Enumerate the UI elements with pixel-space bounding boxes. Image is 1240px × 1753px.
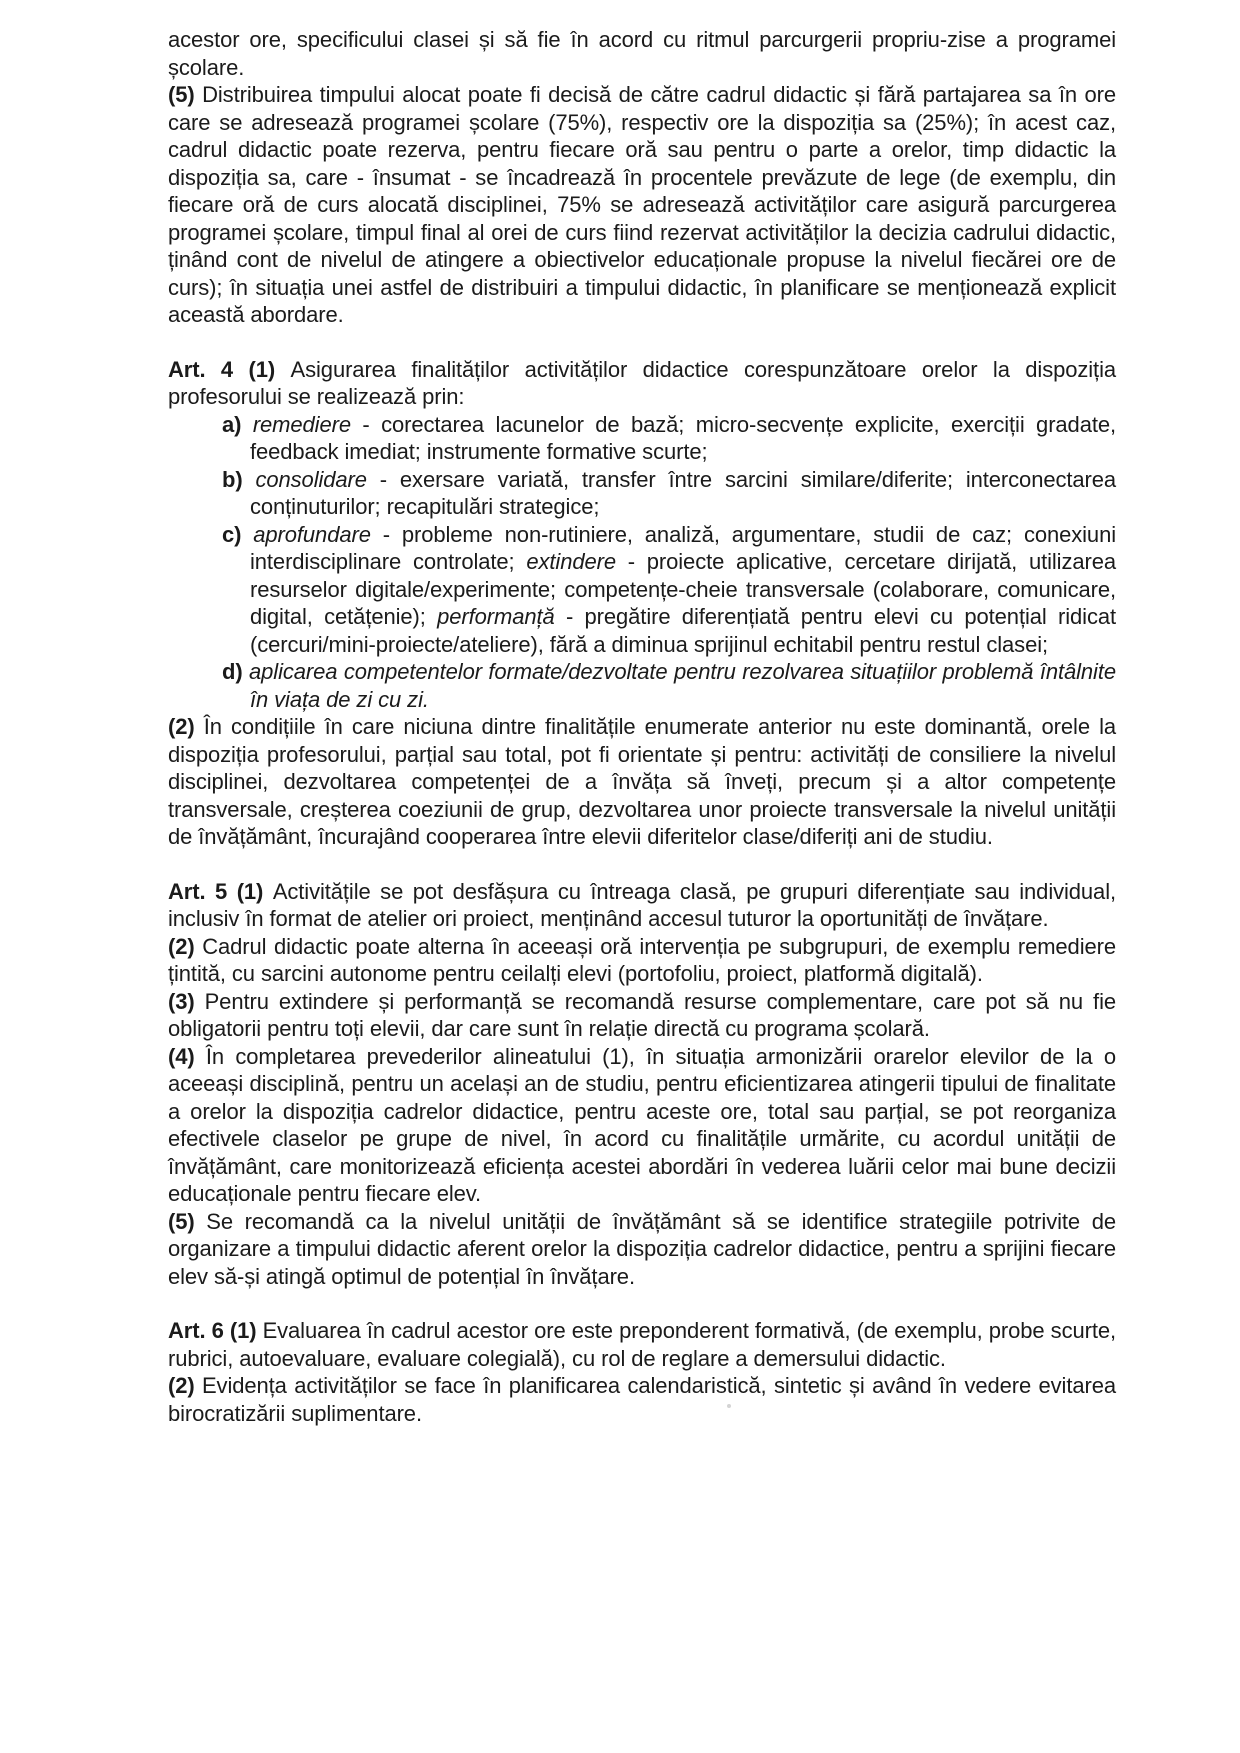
list-item-a	[168, 411, 1116, 466]
list-marker: a)	[222, 411, 242, 437]
text-run: (5)	[168, 1208, 207, 1234]
text-run: Activitățile se pot desfășura cu întreaga clasă, pe grupuri diferențiate sau individual, inclusiv în format de atelier ori proiect, menținând accesul tuturor la oportunități de învățare.	[168, 878, 1116, 931]
scan-artifact-dot	[727, 1404, 731, 1408]
text-run: - probleme non-rutiniere, analiză, argumentare, studii de caz; conexiuni interdisciplinare controlate;	[250, 521, 1116, 574]
text-run: (2)	[168, 714, 204, 739]
text-run: Se recomandă ca la nivelul unității de învățământ să se identifice strategiile potrivite de organizare a timpului didactic aferent orelor la dispoziția cadrelor didactice, pentru a sprijini fiecare elev să-și atingă optimul de potențial în învățare.	[168, 1208, 1116, 1289]
text-run: performanță	[437, 604, 555, 629]
paragraph	[168, 933, 1116, 988]
text-run: Cadrul didactic poate alterna în aceeași oră intervenția pe subgrupuri, de exemplu remediere țintită, cu sarcini autonome pentru ceilalți elevi (portofoliu, proiect, platformă digitală).	[168, 933, 1116, 986]
paragraph	[168, 713, 1116, 851]
text-run: Evaluarea în cadrul acestor ore este preponderent formativă, (de exemplu, probe scurte, rubrici, autoevaluare, evaluare colegială), cu rol de reglare a demersului didactic.	[168, 1318, 1116, 1371]
text-run: (2)	[168, 1373, 202, 1398]
text-run: aplicarea competentelor formate/dezvoltate pentru rezolvarea situațiilor problemă întâlnite în viața de zi cu zi.	[249, 659, 1116, 712]
paragraph	[168, 356, 1116, 411]
text-run: acestor ore, specificului clasei și să fie în acord cu ritmul parcurgerii propriu-zise a programei școlare.	[168, 27, 1116, 80]
paragraph	[168, 1317, 1116, 1372]
text-run: - exersare variată, transfer între sarcini similare/diferite; interconectarea conținuturilor; recapitulări strategice;	[250, 466, 1117, 519]
text-run: În completarea prevederilor alineatului (1), în situația armonizării orarelor elevilor de la o aceeași disciplină, pentru un același an de studiu, pentru eficientizarea atingerii tipului de finalitate a orelor la dispoziția cadrelor didactice, pentru aceste ore, total sau parțial, se pot reorganiza efectivele claselor pe grupe de nivel, în acord cu finalitățile urmărite, cu acordul unității de învățământ, care monitorizează eficiența acestei abordări în vederea luării celor mai bune decizii educaționale pentru fiecare elev.	[168, 1043, 1116, 1206]
paragraph	[168, 988, 1116, 1043]
document-text	[168, 26, 1116, 1427]
list-item-b	[168, 466, 1116, 521]
text-run: În condițiile în care niciuna dintre finalitățile enumerate anterior nu este dominantă, orele la dispoziția profesorului, parțial sau total, pot fi orientate și pentru: activități de consiliere la nivelul disciplinei, dezvoltarea competenței de a învăța să înveți, precum și a altor competențe transversale, creșterea coeziunii de grup, dezvoltarea unor proiecte transversale la nivelul unității de învățământ, încurajând cooperarea între elevii diferitelor clase/diferiți ani de studiu.	[168, 714, 1116, 849]
text-run: - corectarea lacunelor de bază; micro-secvențe explicite, exerciții gradate, feedback imediat; instrumente formative scurte;	[250, 411, 1116, 464]
text-run: - pregătire diferențiată pentru elevi cu potențial ridicat (cercuri/mini-proiecte/ateliere), fără a diminua sprijinul echitabil pentru restul clasei;	[250, 604, 1116, 657]
paragraph	[168, 1208, 1116, 1291]
text-run: (4)	[168, 1043, 206, 1069]
text-run: (2)	[168, 933, 203, 959]
list-marker: d)	[222, 659, 243, 684]
paragraph	[168, 878, 1116, 933]
paragraph	[168, 26, 1116, 81]
paragraph	[168, 1043, 1116, 1208]
list-marker: c)	[222, 521, 242, 547]
text-run: (3)	[168, 988, 205, 1014]
text-run: (5)	[168, 82, 203, 107]
text-run: consolidare	[255, 466, 367, 492]
text-run: Art. 5 (1)	[168, 878, 273, 904]
text-run: Asigurarea finalităților activităților didactice corespunzătoare orelor la dispoziția profesorului se realizează prin:	[168, 356, 1116, 409]
paragraph	[168, 1372, 1116, 1427]
list-item-c	[168, 521, 1116, 659]
text-run: Evidența activităților se face în planificarea calendaristică, sintetic și având în vedere evitarea birocratizării suplimentare.	[168, 1373, 1116, 1426]
text-run: extindere	[526, 549, 616, 574]
text-run: aprofundare	[253, 521, 371, 547]
text-run: remediere	[252, 411, 351, 437]
text-run: - proiecte aplicative, cercetare dirijată, utilizarea resurselor digitale/experimente; competențe-cheie transversale (colaborare, comunicare, digital, cetățenie);	[250, 549, 1116, 629]
text-run: Pentru extindere și performanță se recomandă resurse complementare, care pot să nu fie obligatorii pentru toți elevii, dar care sunt în relație directă cu programa școlară.	[168, 988, 1116, 1041]
list-marker: b)	[222, 466, 243, 492]
list-item-d	[168, 658, 1116, 713]
text-run: Art. 6 (1)	[168, 1318, 263, 1343]
text-run: Art. 4 (1)	[168, 356, 291, 382]
text-run: Distribuirea timpului alocat poate fi decisă de către cadrul didactic și fără partajarea sa în ore care se adresează programei școlare (75%), respectiv ore la dispoziția sa (25%); în acest caz, cadrul didactic poate rezerva, pentru fiecare oră sau pentru o parte a orelor, timp didactic la dispoziția sa, care - însumat - se încadrează în procentele prevăzute de lege (de exemplu, din fiecare oră de curs alocată disciplinei, 75% se adresează activităților care asigură parcurgerea programei școlare, timpul final al orei de curs fiind rezervat activităților la decizia cadrului didactic, ținând cont de nivelul de atingere a obiectivelor educaționale propuse la nivelul fiecărei ore de curs); în situația unei astfel de distribuiri a timpului didactic, în planificare se menționează explicit această abordare.	[168, 82, 1116, 327]
paragraph	[168, 81, 1116, 329]
